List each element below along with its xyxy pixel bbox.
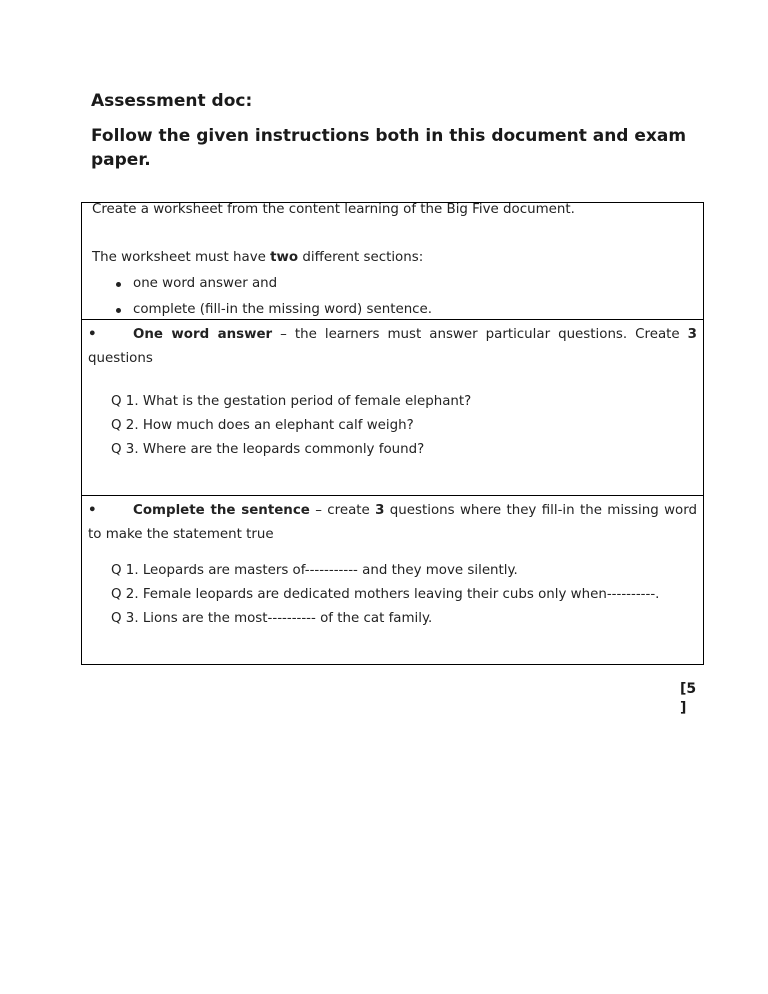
instruction-heading: Follow the given instructions both in this document and exam paper. [91, 126, 687, 170]
section-one-desc-pre: – the learners must answer particular questions. Create [272, 327, 688, 342]
task-line-2 [92, 249, 423, 267]
section-two-count: 3 [375, 503, 385, 518]
task-line-2-post: different sections: [298, 250, 424, 265]
section-two-heading [88, 499, 697, 547]
marks-label: [5 ] [680, 681, 697, 716]
section-one-count: 3 [687, 327, 697, 342]
section-one-question-3: Q 3. Where are the leopards commonly found? [111, 442, 425, 457]
task-line-2-pre: The worksheet must have [92, 250, 271, 265]
section-one-bullet: • [88, 327, 97, 342]
task-bullet-1: one word answer and [133, 276, 278, 291]
section-one-question-1: Q 1. What is the gestation period of female elephant? [111, 394, 472, 409]
task-line-1: Create a worksheet from the content learning of the Big Five document. [92, 202, 575, 217]
section-two-desc-post: questions where they fill-in the missing word to make the statement true [88, 503, 697, 542]
document-title: Assessment doc: [91, 91, 253, 111]
section-one-title: One word answer [133, 327, 273, 342]
section-two-question-3: Q 3. Lions are the most---------- of the cat family. [111, 611, 433, 626]
section-one-desc-post: questions [88, 351, 153, 366]
section-two-box [81, 495, 704, 665]
section-two-bullet: • [88, 503, 97, 518]
task-bullet-2: complete (fill-in the missing word) sentence. [133, 302, 433, 317]
section-two-title: Complete the sentence [133, 503, 310, 518]
section-one-heading [88, 323, 697, 371]
section-two-desc-pre: – create [309, 503, 376, 518]
section-two-question-1: Q 1. Leopards are masters of----------- and they move silently. [111, 563, 518, 578]
section-two-question-2: Q 2. Female leopards are dedicated mothers leaving their cubs only when----------. [111, 587, 660, 602]
task-box [81, 202, 704, 320]
section-one-question-2: Q 2. How much does an elephant calf weigh? [111, 418, 414, 433]
task-line-2-bold: two [270, 250, 299, 265]
section-one-box [81, 319, 704, 496]
